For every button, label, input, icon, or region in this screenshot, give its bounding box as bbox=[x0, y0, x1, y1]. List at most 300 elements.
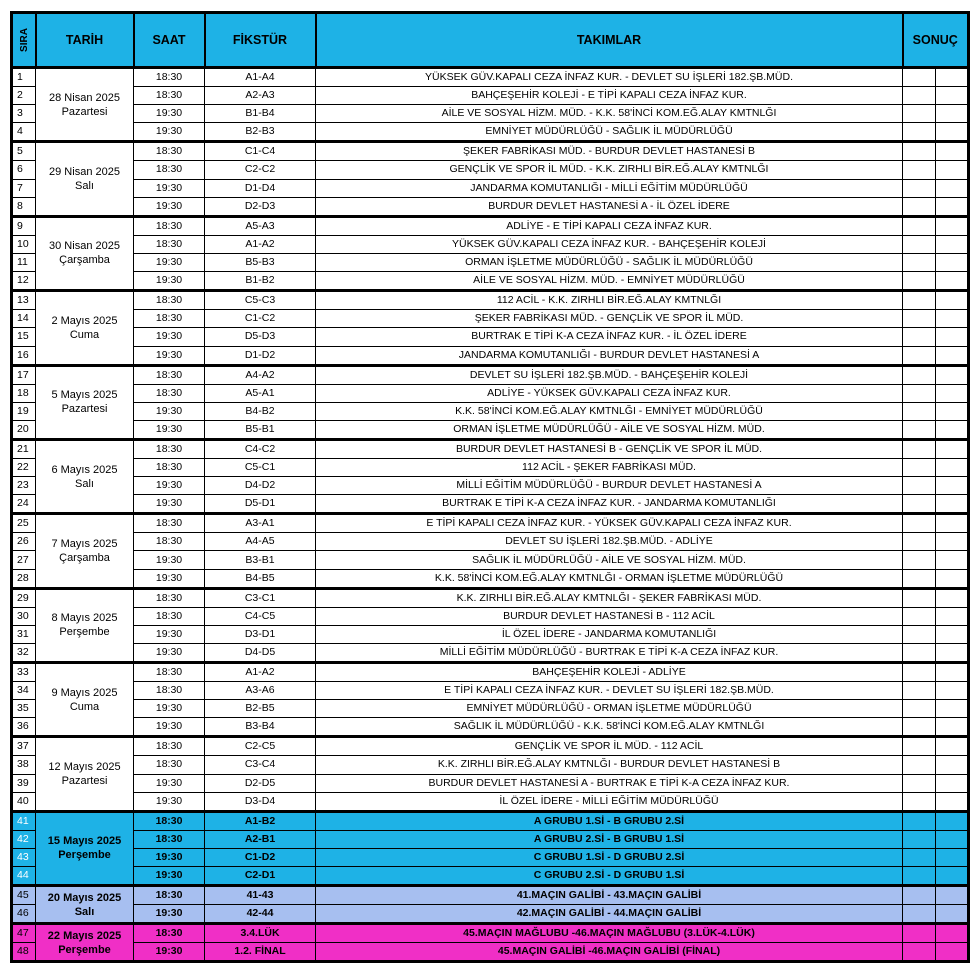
match-weekday: Cuma bbox=[69, 700, 100, 713]
match-row bbox=[12, 161, 969, 179]
match-fixture: C3-C1 bbox=[205, 588, 316, 607]
match-number: 29 bbox=[12, 588, 36, 607]
match-teams: 45.MAÇIN GALİBİ -46.MAÇIN GALİBİ (FİNAL) bbox=[316, 943, 903, 962]
match-date: 22 Mayıs 2025 bbox=[47, 929, 122, 942]
fixture-sheet bbox=[10, 11, 970, 963]
match-teams: E TİPİ KAPALI CEZA İNFAZ KUR. - DEVLET SU İŞLERİ 182.ŞB.MÜD. bbox=[316, 682, 903, 700]
match-row bbox=[12, 886, 969, 905]
header-saat: SAAT bbox=[134, 13, 205, 68]
match-weekday: Pazartesi bbox=[61, 403, 108, 416]
match-number: 14 bbox=[12, 310, 36, 328]
score-away-cell bbox=[936, 533, 969, 551]
score-away-cell bbox=[936, 253, 969, 271]
match-number: 32 bbox=[12, 644, 36, 663]
score-home-cell bbox=[903, 328, 936, 346]
match-time: 18:30 bbox=[134, 737, 205, 756]
score-home-cell bbox=[903, 495, 936, 514]
match-teams: BURTRAK E TİPİ K-A CEZA İNFAZ KUR. - İL ÖZEL İDERE bbox=[316, 328, 903, 346]
score-away-cell bbox=[936, 235, 969, 253]
score-home-cell bbox=[903, 253, 936, 271]
match-time: 18:30 bbox=[134, 384, 205, 402]
match-date-cell bbox=[36, 663, 134, 737]
match-number: 31 bbox=[12, 625, 36, 643]
match-fixture: A1-A2 bbox=[205, 235, 316, 253]
match-date-cell bbox=[36, 291, 134, 365]
match-number: 45 bbox=[12, 886, 36, 905]
score-home-cell bbox=[903, 830, 936, 848]
match-row bbox=[12, 458, 969, 476]
match-fixture: C2-C2 bbox=[205, 161, 316, 179]
score-away-cell bbox=[936, 924, 969, 943]
score-away-cell bbox=[936, 365, 969, 384]
match-time: 18:30 bbox=[134, 142, 205, 161]
match-teams: ORMAN İŞLETME MÜDÜRLÜĞÜ - AİLE VE SOSYAL HİZM. MÜD. bbox=[316, 420, 903, 439]
match-fixture: B4-B2 bbox=[205, 402, 316, 420]
header-takimlar: TAKIMLAR bbox=[316, 13, 903, 68]
score-away-cell bbox=[936, 588, 969, 607]
match-date: 28 Nisan 2025 bbox=[49, 91, 120, 104]
match-time: 19:30 bbox=[134, 402, 205, 420]
match-number: 43 bbox=[12, 848, 36, 866]
match-row bbox=[12, 495, 969, 514]
match-date-cell bbox=[36, 365, 134, 439]
match-time: 18:30 bbox=[134, 310, 205, 328]
match-date: 5 Mayıs 2025 bbox=[51, 389, 118, 402]
header-sonuc: SONUÇ bbox=[903, 13, 969, 68]
match-row bbox=[12, 235, 969, 253]
match-fixture: D2-D3 bbox=[205, 197, 316, 216]
score-away-cell bbox=[936, 477, 969, 495]
match-teams: YÜKSEK GÜV.KAPALI CEZA İNFAZ KUR. - DEVLET SU İŞLERİ 182.ŞB.MÜD. bbox=[316, 68, 903, 87]
match-fixture: C4-C2 bbox=[205, 439, 316, 458]
match-row bbox=[12, 718, 969, 737]
match-row bbox=[12, 756, 969, 774]
match-number: 11 bbox=[12, 253, 36, 271]
score-home-cell bbox=[903, 718, 936, 737]
score-home-cell bbox=[903, 216, 936, 235]
match-row bbox=[12, 105, 969, 123]
match-time: 18:30 bbox=[134, 924, 205, 943]
match-number: 26 bbox=[12, 533, 36, 551]
match-weekday: Salı bbox=[75, 180, 94, 193]
score-away-cell bbox=[936, 551, 969, 569]
match-time: 18:30 bbox=[134, 291, 205, 310]
match-date-cell bbox=[36, 737, 134, 811]
match-fixture: C3-C4 bbox=[205, 756, 316, 774]
match-number: 24 bbox=[12, 495, 36, 514]
match-row bbox=[12, 607, 969, 625]
match-teams: ŞEKER FABRİKASI MÜD. - BURDUR DEVLET HASTANESİ B bbox=[316, 142, 903, 161]
match-row bbox=[12, 663, 969, 682]
score-home-cell bbox=[903, 384, 936, 402]
match-number: 27 bbox=[12, 551, 36, 569]
match-time: 19:30 bbox=[134, 328, 205, 346]
score-away-cell bbox=[936, 402, 969, 420]
match-teams: C GRUBU 1.Sİ - D GRUBU 2.Sİ bbox=[316, 848, 903, 866]
score-home-cell bbox=[903, 867, 936, 886]
match-time: 18:30 bbox=[134, 886, 205, 905]
header-fikstur: FİKSTÜR bbox=[205, 13, 316, 68]
match-row bbox=[12, 365, 969, 384]
match-row bbox=[12, 310, 969, 328]
score-home-cell bbox=[903, 533, 936, 551]
match-date-cell bbox=[36, 216, 134, 290]
match-teams: BURDUR DEVLET HASTANESİ B - GENÇLİK VE SPOR İL MÜD. bbox=[316, 439, 903, 458]
match-number: 17 bbox=[12, 365, 36, 384]
match-time: 19:30 bbox=[134, 179, 205, 197]
match-number: 18 bbox=[12, 384, 36, 402]
match-weekday: Perşembe bbox=[58, 943, 111, 956]
match-row bbox=[12, 253, 969, 271]
score-away-cell bbox=[936, 867, 969, 886]
score-away-cell bbox=[936, 310, 969, 328]
match-fixture: 42-44 bbox=[205, 905, 316, 924]
match-number: 39 bbox=[12, 774, 36, 792]
score-away-cell bbox=[936, 272, 969, 291]
match-number: 2 bbox=[12, 87, 36, 105]
score-away-cell bbox=[936, 179, 969, 197]
match-row bbox=[12, 737, 969, 756]
match-date: 9 Mayıs 2025 bbox=[51, 686, 118, 699]
match-fixture: D3-D1 bbox=[205, 625, 316, 643]
match-row bbox=[12, 142, 969, 161]
match-teams: 45.MAÇIN MAĞLUBU -46.MAÇIN MAĞLUBU (3.LÜK-4.LÜK) bbox=[316, 924, 903, 943]
match-weekday: Pazartesi bbox=[61, 105, 108, 118]
match-teams: SAĞLIK İL MÜDÜRLÜĞÜ - AİLE VE SOSYAL HİZM. MÜD. bbox=[316, 551, 903, 569]
match-row bbox=[12, 346, 969, 365]
match-teams: BURDUR DEVLET HASTANESİ A - İL ÖZEL İDERE bbox=[316, 197, 903, 216]
match-number: 9 bbox=[12, 216, 36, 235]
score-away-cell bbox=[936, 682, 969, 700]
score-home-cell bbox=[903, 87, 936, 105]
match-time: 18:30 bbox=[134, 235, 205, 253]
match-row bbox=[12, 477, 969, 495]
match-fixture: A3-A6 bbox=[205, 682, 316, 700]
match-row bbox=[12, 792, 969, 811]
match-time: 19:30 bbox=[134, 774, 205, 792]
score-home-cell bbox=[903, 756, 936, 774]
header-tarih: TARİH bbox=[36, 13, 134, 68]
match-row bbox=[12, 644, 969, 663]
score-home-cell bbox=[903, 179, 936, 197]
match-number: 16 bbox=[12, 346, 36, 365]
match-row bbox=[12, 328, 969, 346]
match-number: 20 bbox=[12, 420, 36, 439]
score-away-cell bbox=[936, 458, 969, 476]
match-weekday: Perşembe bbox=[58, 849, 111, 862]
score-home-cell bbox=[903, 625, 936, 643]
match-teams: 41.MAÇIN GALİBİ - 43.MAÇIN GALİBİ bbox=[316, 886, 903, 905]
score-home-cell bbox=[903, 569, 936, 588]
match-number: 35 bbox=[12, 700, 36, 718]
match-time: 18:30 bbox=[134, 682, 205, 700]
match-row bbox=[12, 272, 969, 291]
match-time: 18:30 bbox=[134, 830, 205, 848]
match-row bbox=[12, 924, 969, 943]
match-time: 19:30 bbox=[134, 105, 205, 123]
match-teams: K.K. 58'İNCİ KOM.EĞ.ALAY KMTNLĞI - ORMAN İŞLETME MÜDÜRLÜĞÜ bbox=[316, 569, 903, 588]
match-number: 19 bbox=[12, 402, 36, 420]
match-fixture: C2-D1 bbox=[205, 867, 316, 886]
match-time: 19:30 bbox=[134, 792, 205, 811]
match-row bbox=[12, 291, 969, 310]
match-row bbox=[12, 420, 969, 439]
match-teams: K.K. ZIRHLI BİR.EĞ.ALAY KMTNLĞI - ŞEKER FABRİKASI MÜD. bbox=[316, 588, 903, 607]
match-row bbox=[12, 867, 969, 886]
header-sira: SIRA bbox=[12, 13, 36, 68]
match-time: 18:30 bbox=[134, 607, 205, 625]
match-teams: BURTRAK E TİPİ K-A CEZA İNFAZ KUR. - JANDARMA KOMUTANLIĞI bbox=[316, 495, 903, 514]
match-time: 18:30 bbox=[134, 533, 205, 551]
score-away-cell bbox=[936, 774, 969, 792]
score-home-cell bbox=[903, 924, 936, 943]
score-home-cell bbox=[903, 588, 936, 607]
match-teams: ŞEKER FABRİKASI MÜD. - GENÇLİK VE SPOR İL MÜD. bbox=[316, 310, 903, 328]
match-fixture: A5-A3 bbox=[205, 216, 316, 235]
score-away-cell bbox=[936, 291, 969, 310]
match-fixture: A1-B2 bbox=[205, 811, 316, 830]
match-teams: SAĞLIK İL MÜDÜRLÜĞÜ - K.K. 58'İNCİ KOM.EĞ.ALAY KMTNLĞI bbox=[316, 718, 903, 737]
score-home-cell bbox=[903, 886, 936, 905]
match-date: 12 Mayıs 2025 bbox=[48, 761, 121, 774]
match-row bbox=[12, 439, 969, 458]
match-row bbox=[12, 811, 969, 830]
score-home-cell bbox=[903, 905, 936, 924]
match-teams: DEVLET SU İŞLERİ 182.ŞB.MÜD. - BAHÇEŞEHİR KOLEJİ bbox=[316, 365, 903, 384]
match-time: 19:30 bbox=[134, 420, 205, 439]
score-away-cell bbox=[936, 420, 969, 439]
match-row bbox=[12, 87, 969, 105]
match-fixture: B2-B3 bbox=[205, 123, 316, 142]
score-home-cell bbox=[903, 607, 936, 625]
score-home-cell bbox=[903, 644, 936, 663]
match-row bbox=[12, 197, 969, 216]
score-away-cell bbox=[936, 792, 969, 811]
match-teams: 112 ACİL - K.K. ZIRHLI BİR.EĞ.ALAY KMTNLĞI bbox=[316, 291, 903, 310]
match-weekday: Salı bbox=[75, 477, 94, 490]
match-fixture: B3-B4 bbox=[205, 718, 316, 737]
match-fixture: D5-D1 bbox=[205, 495, 316, 514]
score-home-cell bbox=[903, 161, 936, 179]
match-time: 18:30 bbox=[134, 68, 205, 87]
score-home-cell bbox=[903, 420, 936, 439]
match-teams: E TİPİ KAPALI CEZA İNFAZ KUR. - YÜKSEK GÜV.KAPALI CEZA İNFAZ KUR. bbox=[316, 514, 903, 533]
match-time: 19:30 bbox=[134, 700, 205, 718]
match-row bbox=[12, 68, 969, 87]
score-away-cell bbox=[936, 87, 969, 105]
score-home-cell bbox=[903, 848, 936, 866]
match-fixture: B5-B3 bbox=[205, 253, 316, 271]
match-time: 18:30 bbox=[134, 439, 205, 458]
match-fixture: D5-D3 bbox=[205, 328, 316, 346]
match-fixture: D1-D2 bbox=[205, 346, 316, 365]
match-fixture: C4-C5 bbox=[205, 607, 316, 625]
match-fixture: D2-D5 bbox=[205, 774, 316, 792]
match-time: 19:30 bbox=[134, 569, 205, 588]
score-away-cell bbox=[936, 495, 969, 514]
match-weekday: Çarşamba bbox=[59, 254, 110, 267]
match-date-cell bbox=[36, 886, 134, 924]
score-home-cell bbox=[903, 346, 936, 365]
match-fixture: A1-A2 bbox=[205, 663, 316, 682]
match-teams: EMNİYET MÜDÜRLÜĞÜ - SAĞLIK İL MÜDÜRLÜĞÜ bbox=[316, 123, 903, 142]
score-away-cell bbox=[936, 328, 969, 346]
match-row bbox=[12, 905, 969, 924]
match-row bbox=[12, 551, 969, 569]
match-teams: BURDUR DEVLET HASTANESİ B - 112 ACİL bbox=[316, 607, 903, 625]
match-teams: AİLE VE SOSYAL HİZM. MÜD. - K.K. 58'İNCİ KOM.EĞ.ALAY KMTNLĞI bbox=[316, 105, 903, 123]
match-time: 19:30 bbox=[134, 197, 205, 216]
match-fixture: B1-B4 bbox=[205, 105, 316, 123]
score-home-cell bbox=[903, 197, 936, 216]
header-row bbox=[12, 13, 969, 68]
match-time: 18:30 bbox=[134, 161, 205, 179]
match-number: 6 bbox=[12, 161, 36, 179]
score-home-cell bbox=[903, 551, 936, 569]
match-fixture: 3.4.LÜK bbox=[205, 924, 316, 943]
match-fixture: C5-C3 bbox=[205, 291, 316, 310]
match-teams: MİLLİ EĞİTİM MÜDÜRLÜĞÜ - BURTRAK E TİPİ K-A CEZA İNFAZ KUR. bbox=[316, 644, 903, 663]
match-time: 19:30 bbox=[134, 644, 205, 663]
score-away-cell bbox=[936, 142, 969, 161]
match-time: 18:30 bbox=[134, 458, 205, 476]
score-away-cell bbox=[936, 811, 969, 830]
match-teams: EMNİYET MÜDÜRLÜĞÜ - ORMAN İŞLETME MÜDÜRLÜĞÜ bbox=[316, 700, 903, 718]
score-away-cell bbox=[936, 514, 969, 533]
score-home-cell bbox=[903, 439, 936, 458]
match-weekday: Salı bbox=[74, 905, 95, 918]
match-number: 21 bbox=[12, 439, 36, 458]
match-teams: ADLİYE - YÜKSEK GÜV.KAPALI CEZA İNFAZ KUR. bbox=[316, 384, 903, 402]
match-fixture: 41-43 bbox=[205, 886, 316, 905]
match-teams: MİLLİ EĞİTİM MÜDÜRLÜĞÜ - BURDUR DEVLET HASTANESİ A bbox=[316, 477, 903, 495]
match-time: 18:30 bbox=[134, 365, 205, 384]
match-fixture: B5-B1 bbox=[205, 420, 316, 439]
match-number: 37 bbox=[12, 737, 36, 756]
match-number: 5 bbox=[12, 142, 36, 161]
match-teams: JANDARMA KOMUTANLIĞI - MİLLİ EĞİTİM MÜDÜRLÜĞÜ bbox=[316, 179, 903, 197]
match-time: 19:30 bbox=[134, 943, 205, 962]
match-fixture: A2-B1 bbox=[205, 830, 316, 848]
score-away-cell bbox=[936, 718, 969, 737]
match-teams: BAHÇEŞEHİR KOLEJİ - E TİPİ KAPALI CEZA İNFAZ KUR. bbox=[316, 87, 903, 105]
match-fixture: D3-D4 bbox=[205, 792, 316, 811]
match-date-cell bbox=[36, 514, 134, 588]
match-number: 22 bbox=[12, 458, 36, 476]
match-time: 18:30 bbox=[134, 756, 205, 774]
match-teams: 112 ACİL - ŞEKER FABRİKASI MÜD. bbox=[316, 458, 903, 476]
match-teams: K.K. 58'İNCİ KOM.EĞ.ALAY KMTNLĞI - EMNİYET MÜDÜRLÜĞÜ bbox=[316, 402, 903, 420]
match-teams: C GRUBU 2.Sİ - D GRUBU 1.Sİ bbox=[316, 867, 903, 886]
match-row bbox=[12, 848, 969, 866]
match-fixture: B3-B1 bbox=[205, 551, 316, 569]
match-number: 10 bbox=[12, 235, 36, 253]
match-date-cell bbox=[36, 588, 134, 662]
score-away-cell bbox=[936, 625, 969, 643]
score-home-cell bbox=[903, 514, 936, 533]
match-fixture: A3-A1 bbox=[205, 514, 316, 533]
match-time: 19:30 bbox=[134, 346, 205, 365]
match-number: 7 bbox=[12, 179, 36, 197]
match-row bbox=[12, 123, 969, 142]
score-home-cell bbox=[903, 811, 936, 830]
match-number: 15 bbox=[12, 328, 36, 346]
match-teams: BAHÇEŞEHİR KOLEJİ - ADLİYE bbox=[316, 663, 903, 682]
match-time: 19:30 bbox=[134, 123, 205, 142]
score-home-cell bbox=[903, 235, 936, 253]
match-number: 47 bbox=[12, 924, 36, 943]
match-teams: ADLİYE - E TİPİ KAPALI CEZA İNFAZ KUR. bbox=[316, 216, 903, 235]
match-fixture: D4-D5 bbox=[205, 644, 316, 663]
match-teams: ORMAN İŞLETME MÜDÜRLÜĞÜ - SAĞLIK İL MÜDÜRLÜĞÜ bbox=[316, 253, 903, 271]
match-row bbox=[12, 943, 969, 962]
match-number: 25 bbox=[12, 514, 36, 533]
score-away-cell bbox=[936, 346, 969, 365]
score-home-cell bbox=[903, 792, 936, 811]
match-row bbox=[12, 179, 969, 197]
score-home-cell bbox=[903, 682, 936, 700]
match-number: 23 bbox=[12, 477, 36, 495]
score-away-cell bbox=[936, 68, 969, 87]
score-away-cell bbox=[936, 105, 969, 123]
match-date: 2 Mayıs 2025 bbox=[51, 314, 118, 327]
match-fixture: A2-A3 bbox=[205, 87, 316, 105]
match-time: 19:30 bbox=[134, 495, 205, 514]
score-away-cell bbox=[936, 830, 969, 848]
match-fixture: C1-C2 bbox=[205, 310, 316, 328]
score-home-cell bbox=[903, 477, 936, 495]
match-number: 36 bbox=[12, 718, 36, 737]
match-row bbox=[12, 682, 969, 700]
match-teams: AİLE VE SOSYAL HİZM. MÜD. - EMNİYET MÜDÜRLÜĞÜ bbox=[316, 272, 903, 291]
match-teams: A GRUBU 2.Sİ - B GRUBU 1.Sİ bbox=[316, 830, 903, 848]
match-fixture: A5-A1 bbox=[205, 384, 316, 402]
score-home-cell bbox=[903, 458, 936, 476]
match-number: 40 bbox=[12, 792, 36, 811]
match-number: 3 bbox=[12, 105, 36, 123]
match-number: 38 bbox=[12, 756, 36, 774]
score-home-cell bbox=[903, 774, 936, 792]
match-time: 19:30 bbox=[134, 551, 205, 569]
match-number: 8 bbox=[12, 197, 36, 216]
match-number: 41 bbox=[12, 811, 36, 830]
match-number: 12 bbox=[12, 272, 36, 291]
match-teams: İL ÖZEL İDERE - MİLLİ EĞİTİM MÜDÜRLÜĞÜ bbox=[316, 792, 903, 811]
score-home-cell bbox=[903, 142, 936, 161]
match-time: 19:30 bbox=[134, 848, 205, 866]
match-time: 19:30 bbox=[134, 905, 205, 924]
score-away-cell bbox=[936, 644, 969, 663]
match-fixture: D1-D4 bbox=[205, 179, 316, 197]
match-date: 29 Nisan 2025 bbox=[49, 166, 120, 179]
match-fixture: A1-A4 bbox=[205, 68, 316, 87]
match-teams: İL ÖZEL İDERE - JANDARMA KOMUTANLIĞI bbox=[316, 625, 903, 643]
match-fixture: B4-B5 bbox=[205, 569, 316, 588]
match-row bbox=[12, 569, 969, 588]
score-away-cell bbox=[936, 607, 969, 625]
match-time: 18:30 bbox=[134, 588, 205, 607]
match-date-cell bbox=[36, 68, 134, 142]
match-row bbox=[12, 533, 969, 551]
score-away-cell bbox=[936, 663, 969, 682]
match-teams: BURDUR DEVLET HASTANESİ A - BURTRAK E TİPİ K-A CEZA İNFAZ KUR. bbox=[316, 774, 903, 792]
score-away-cell bbox=[936, 886, 969, 905]
match-number: 4 bbox=[12, 123, 36, 142]
match-number: 42 bbox=[12, 830, 36, 848]
match-teams: GENÇLİK VE SPOR İL MÜD. - 112 ACİL bbox=[316, 737, 903, 756]
match-date: 20 Mayıs 2025 bbox=[47, 891, 122, 904]
match-fixture: D4-D2 bbox=[205, 477, 316, 495]
